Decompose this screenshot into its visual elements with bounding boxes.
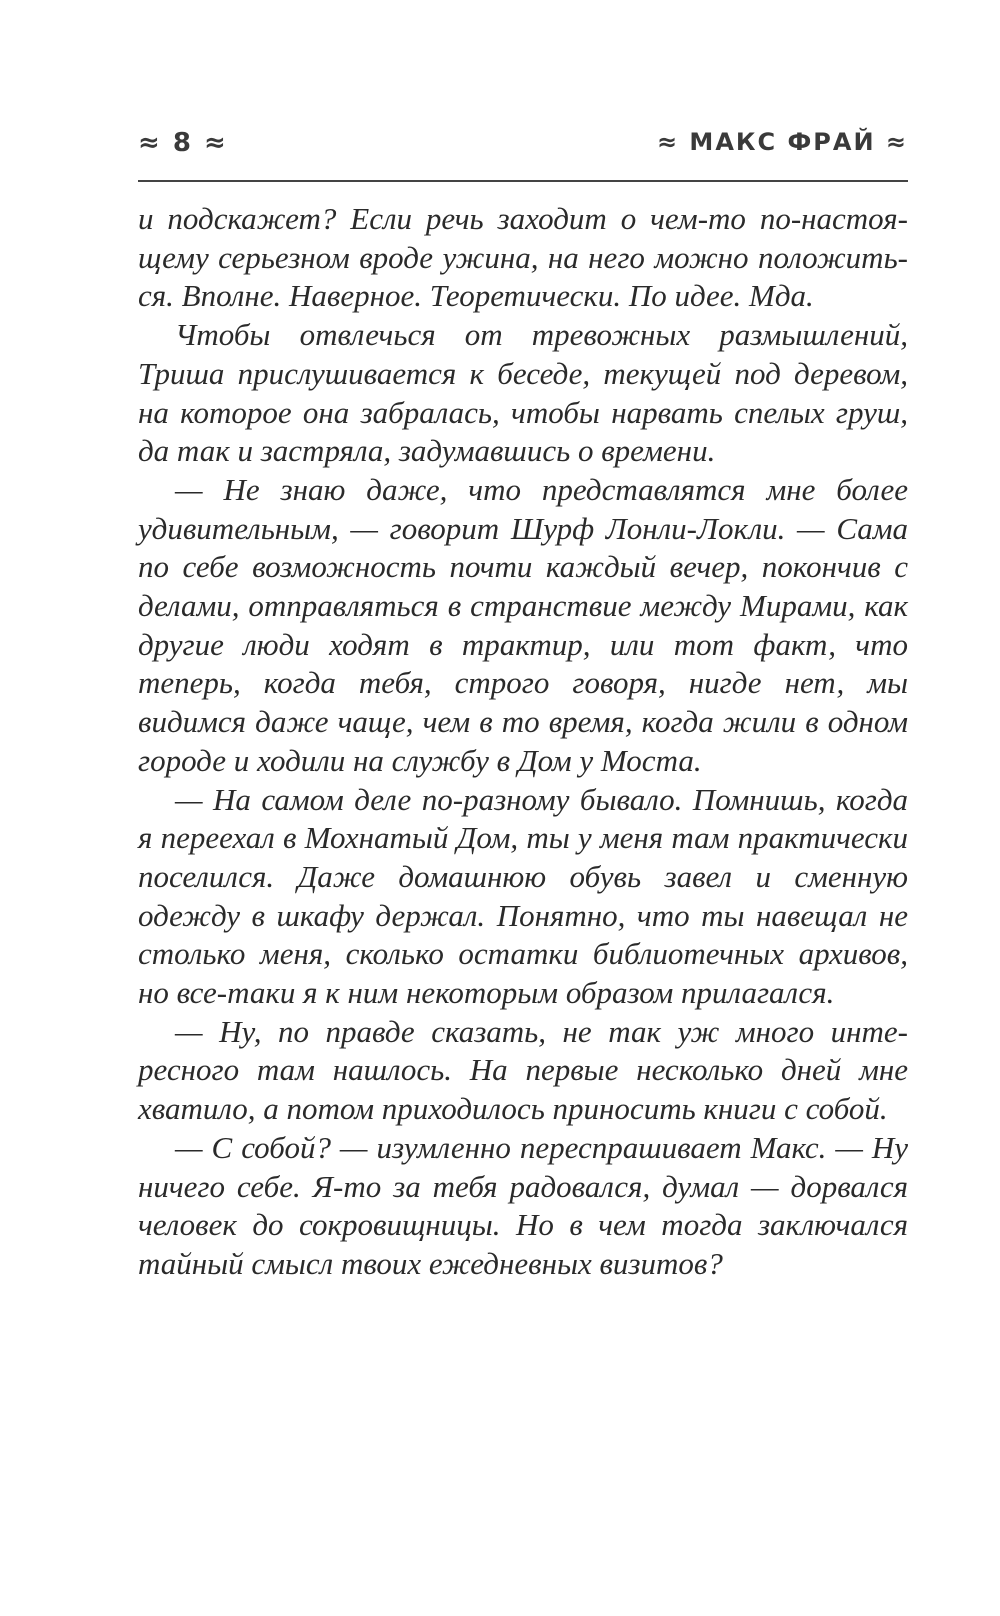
- paragraph: Чтобы отвлечься от тревожных размышлений, Триша прислушивается к беседе, текущей под деревом, на которое она забралась, чтобы нарвать спелых груш, да так и застряла, задумавшись о времени.: [138, 317, 908, 469]
- dialogue-paragraph: — Не знаю даже, что представлятся мне более удивительным, — говорит Шурф Лонли-Локли. — Сама по себе возможность почти каждый вечер, покончив с делами, отправляться в странствие между Мирами, как другие люди ходят в трактир, или тот факт, что теперь, когда тебя, строго говоря, нигде нет, мы видимся даже чаще, чем в то время, когда жили в одном городе и ходили на службу в Дом у Моста.: [138, 471, 908, 778]
- dialogue-paragraph: — С собой? — изумленно переспрашивает Макс. — Ну ничего себе. Я-то за тебя радовался, думал — дорвался человек до сокровищницы. Но в чем тогда заключался тайный смысл твоих ежедневных визитов?: [138, 1129, 908, 1281]
- running-head: [138, 128, 908, 168]
- page-body-text: [138, 200, 908, 1284]
- dialogue-paragraph: — На самом деле по-разному бывало. Помнишь, когда я переехал в Мохнатый Дом, ты у меня там практически поселился. Даже домашнюю обувь завел и сменную одежду в шкафу держал. Понятно, что ты навещал не столько меня, сколько остатки библиотечных архивов, но все-таки я к ним некоторым образом прилагался.: [138, 781, 908, 1011]
- header-divider: [138, 180, 908, 182]
- paragraph-continuation: и подскажет? Если речь заходит о чем-то по-настоящему серьезном вроде ужина, на него можно положиться. Вполне. Наверное. Теоретически. По идее. Мда.: [138, 201, 908, 314]
- running-head-author: ≈ МАКС ФРАЙ ≈: [656, 128, 908, 156]
- page-number: ≈ 8 ≈: [138, 128, 228, 158]
- dialogue-paragraph: — Ну, по правде сказать, не так уж много интересного там нашлось. На первые несколько дней мне хватило, а потом приходилось приносить книги с собой.: [138, 1013, 908, 1127]
